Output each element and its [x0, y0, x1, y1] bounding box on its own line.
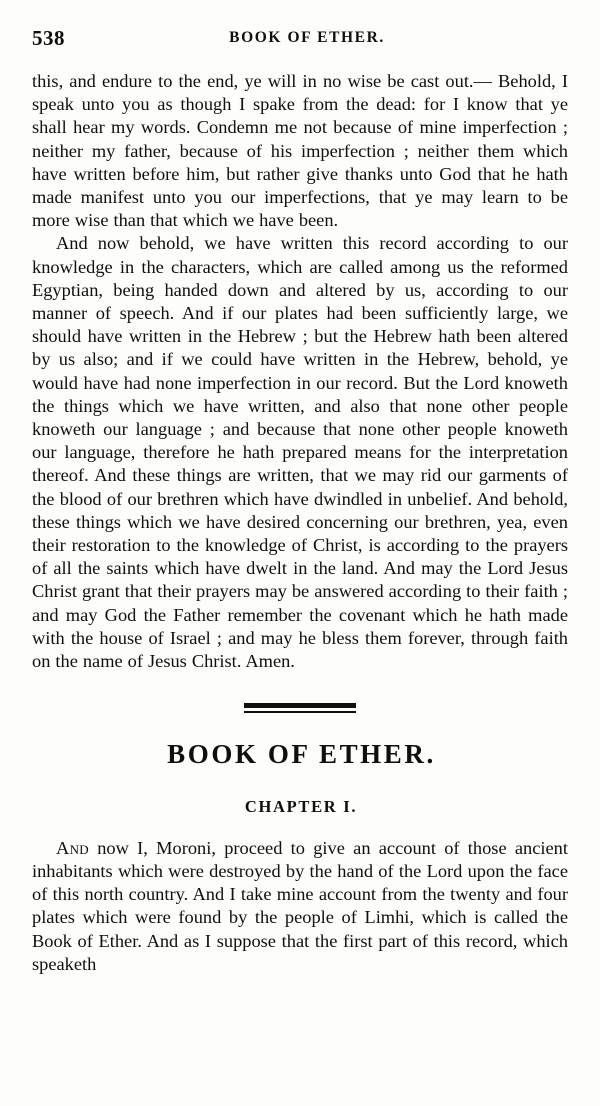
chapter-title: CHAPTER I. [244, 796, 358, 816]
paragraph-continued: this, and endure to the end, ye will in no wise be cast out.— Behold, I speak unto you as though I spake from the dead: for I know that ye shall hear my words. Condemn me not because of mine imperfection ; neither my father, because of his imperfection ; neither them which have written before him, but rather give thanks unto God that he hath made manifest unto you our imperfections, that ye may learn to be more wise than that which we have been. [32, 71, 568, 231]
opening-body: now I, Moroni, proceed to give an account of those ancient inhabitants which were destroyed by the hand of the Lord upon the face of this north country. And I take mine account from the twenty and four plates which were found by the people of Limhi, which is called the Book of Ether. And as I suppose that the first part of this record, which speaketh [32, 837, 568, 974]
document-page [0, 26, 600, 1106]
divider-rule-thick [244, 703, 356, 708]
paragraph-chapter-opening [32, 837, 568, 976]
divider-rule-thin [244, 711, 356, 713]
book-title: BOOK OF ETHER. [167, 738, 436, 769]
opening-smallcaps: And [56, 837, 89, 858]
page-header [32, 26, 568, 70]
body-text [32, 70, 568, 673]
page-number: 538 [32, 26, 65, 50]
section-divider-ornament [244, 703, 356, 713]
paragraph-record: And now behold, we have written this record according to our knowledge in the characters, which are called among us the reformed Egyptian, being handed down and altered by us, according to our manner of speech. And if our plates had been sufficiently large, we should have written in the Hebrew ; but the Hebrew hath been altered by us also; and if we could have written in the Hebrew, behold, ye would have had none imperfection in our record. But the Lord knoweth the things which we have written, and also that none other people knoweth our language ; and because that none other people knoweth our language, therefore he hath prepared means for the interpretation thereof. And these things are written, that we may rid our garments of the blood of our brethren which have dwindled in unbelief. And behold, these things which we have desired concerning our brethren, yea, even their restoration to the knowledge of Christ, is according to the prayers of all the saints which have dwelt in the land. And may the Lord Jesus Christ grant that their prayers may be answered according to their faith ; and may God the Father remember the covenant which he hath made with the house of Israel ; and may he bless them forever, through faith on the name of Jesus Christ. Amen. [32, 233, 568, 672]
chapter-body-text [32, 837, 568, 976]
running-head: BOOK OF ETHER. [229, 29, 385, 46]
